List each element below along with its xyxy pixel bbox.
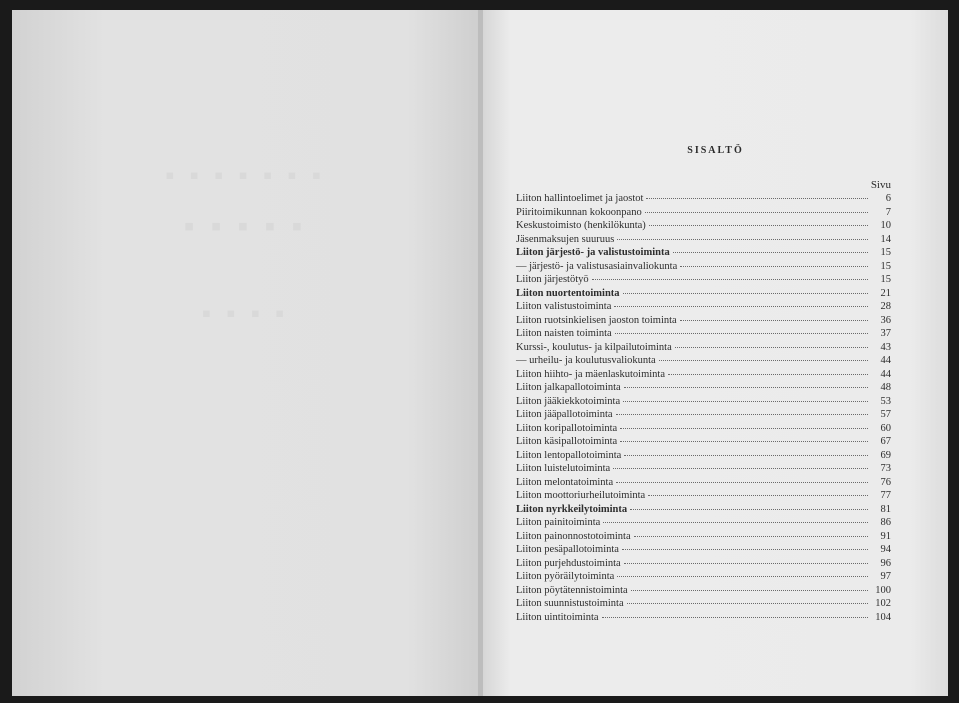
dot-leader	[675, 347, 868, 348]
toc-entry-title: Liiton nyrkkeilytoiminta	[516, 503, 628, 515]
toc-entry	[516, 477, 891, 491]
toc-entry-title: — järjestö- ja valistusasiainvaliokunta	[516, 260, 678, 272]
toc-entry-title: Liiton lentopallotoiminta	[516, 449, 622, 461]
toc-entry-page: 10	[880, 220, 891, 231]
dot-leader	[659, 360, 868, 361]
dot-leader	[624, 563, 868, 564]
toc-entry-title: Liiton järjestö- ja valistustoiminta	[516, 247, 670, 258]
toc-entry-title: Liiton hallintoelimet ja jaostot	[516, 193, 644, 204]
toc-entry-title: Liiton moottoriurheilutoiminta	[516, 490, 646, 501]
page-column-label: Sivu	[870, 179, 891, 191]
toc-entry-page: 21	[880, 287, 891, 299]
toc-entry-title: Liiton koripallotoiminta	[516, 422, 618, 434]
toc-entry	[516, 193, 891, 207]
dot-leader	[620, 441, 868, 442]
show-through-text: ▪ ▪ ▪ ▪	[201, 298, 289, 328]
toc-entry-page: 44	[880, 368, 891, 380]
toc-entry-page: 36	[880, 314, 891, 326]
dot-leader	[673, 252, 868, 253]
toc-entry	[516, 463, 891, 477]
dot-leader	[668, 374, 868, 375]
toc-entry	[516, 369, 891, 383]
dot-leader	[616, 482, 868, 483]
dot-leader	[630, 509, 868, 510]
toc-entry-title: Liiton luistelutoiminta	[516, 463, 611, 474]
toc-entry-page: 77	[880, 490, 891, 501]
toc-entry-page: 97	[880, 571, 891, 582]
toc-entry	[516, 450, 891, 464]
toc-entry-page: 44	[880, 355, 891, 366]
toc-entry-page: 73	[880, 463, 891, 474]
dot-leader	[648, 495, 868, 496]
toc-entry-title: Liiton jääkiekkotoiminta	[516, 395, 621, 407]
toc-entry-page: 94	[880, 544, 891, 555]
toc-entry-title: Liiton käsipallotoiminta	[516, 436, 618, 447]
toc-entry-title: Piiritoimikunnan kokoonpano	[516, 206, 642, 218]
dot-leader	[680, 266, 868, 267]
dot-leader	[645, 212, 868, 213]
toc-entry-title: Liiton naisten toiminta	[516, 328, 612, 339]
toc-entry-title: Keskustoimisto (henkilökunta)	[516, 220, 646, 231]
toc-entry-title: Liiton ruotsinkielisen jaoston toiminta	[516, 314, 677, 326]
dot-leader	[616, 414, 868, 415]
toc-entry	[516, 315, 891, 329]
toc-entry	[516, 585, 891, 599]
dot-leader	[646, 198, 868, 199]
dot-leader	[613, 468, 868, 469]
toc-entry-page: 81	[880, 503, 891, 515]
toc-entry-title: Jäsenmaksujen suuruus	[516, 233, 615, 245]
toc-entry-title: Kurssi-, koulutus- ja kilpailutoiminta	[516, 341, 672, 353]
toc-entry	[516, 288, 891, 302]
show-through-text: ▪ ▪ ▪ ▪ ▪ ▪ ▪	[165, 160, 325, 190]
toc-entry	[516, 504, 891, 518]
toc-entry-page: 6	[885, 193, 891, 204]
toc-entry-title: Liiton painonnostotoiminta	[516, 530, 631, 542]
toc-entry	[516, 261, 891, 275]
toc-entry-page: 96	[880, 557, 891, 569]
toc-entry-title: Liiton nuortentoiminta	[516, 287, 620, 299]
dot-leader	[617, 576, 868, 577]
toc-entry-page: 60	[880, 422, 891, 434]
toc-entry-page: 57	[880, 409, 891, 420]
table-of-contents	[516, 193, 891, 625]
toc-entry-title: Liiton suunnistustoiminta	[516, 598, 624, 609]
dot-leader	[620, 428, 868, 429]
toc-entry	[516, 328, 891, 342]
toc-entry	[516, 355, 891, 369]
toc-entry-page: 7	[885, 206, 891, 218]
toc-entry-title: Liiton jalkapallotoiminta	[516, 382, 621, 393]
toc-entry	[516, 234, 891, 248]
toc-entry	[516, 517, 891, 531]
toc-entry	[516, 220, 891, 234]
dot-leader	[631, 590, 868, 591]
right-page	[483, 10, 948, 696]
dot-leader	[624, 455, 868, 456]
toc-entry	[516, 382, 891, 396]
toc-entry-page: 48	[880, 382, 891, 393]
toc-entry-title: Liiton painitoiminta	[516, 517, 601, 528]
toc-entry	[516, 342, 891, 356]
toc-entry-page: 53	[880, 395, 891, 407]
toc-entry-title: Liiton jääpallotoiminta	[516, 409, 613, 420]
toc-entry	[516, 423, 891, 437]
toc-entry-page: 15	[880, 260, 891, 272]
toc-entry-page: 102	[875, 598, 891, 609]
toc-entry-page: 86	[880, 517, 891, 528]
dot-leader	[614, 306, 868, 307]
toc-entry-page: 14	[880, 233, 891, 245]
left-page	[12, 10, 478, 696]
toc-entry	[516, 531, 891, 545]
dot-leader	[623, 293, 868, 294]
toc-entry-page: 104	[875, 611, 891, 623]
toc-entry-title: Liiton purjehdustoiminta	[516, 557, 621, 569]
toc-entry	[516, 571, 891, 585]
toc-entry	[516, 274, 891, 288]
toc-title: SISALTÖ	[687, 145, 744, 156]
toc-entry-title: Liiton hiihto- ja mäenlaskutoiminta	[516, 368, 666, 380]
toc-entry	[516, 301, 891, 315]
toc-entry-page: 28	[880, 301, 891, 312]
toc-entry-page: 15	[880, 274, 891, 285]
toc-entry-page: 37	[880, 328, 891, 339]
dot-leader	[592, 279, 868, 280]
dot-leader	[603, 522, 868, 523]
toc-entry-page: 15	[880, 247, 891, 258]
toc-entry-title: Liiton pesäpallotoiminta	[516, 544, 619, 555]
dot-leader	[627, 603, 868, 604]
dot-leader	[649, 225, 868, 226]
toc-entry	[516, 436, 891, 450]
toc-entry-title: Liiton melontatoiminta	[516, 476, 614, 488]
toc-entry	[516, 396, 891, 410]
toc-entry-title: Liiton pöytätennistoiminta	[516, 584, 628, 596]
toc-entry	[516, 409, 891, 423]
toc-entry-page: 100	[875, 584, 891, 596]
toc-entry-page: 67	[880, 436, 891, 447]
toc-entry	[516, 247, 891, 261]
dot-leader	[602, 617, 868, 618]
show-through-text: ▪ ▪ ▪ ▪ ▪	[183, 210, 307, 243]
dot-leader	[623, 401, 868, 402]
toc-entry-title: Liiton järjestötyö	[516, 274, 589, 285]
toc-entry-title: Liiton valistustoiminta	[516, 301, 612, 312]
toc-entry	[516, 612, 891, 626]
toc-entry-title: Liiton uintitoiminta	[516, 611, 599, 623]
toc-entry-page: 91	[880, 530, 891, 542]
toc-entry-page: 43	[880, 341, 891, 353]
toc-entry	[516, 544, 891, 558]
toc-entry	[516, 207, 891, 221]
dot-leader	[617, 239, 868, 240]
toc-entry-page: 76	[880, 476, 891, 488]
toc-entry	[516, 558, 891, 572]
toc-entry	[516, 598, 891, 612]
dot-leader	[680, 320, 868, 321]
toc-entry-page: 69	[880, 449, 891, 461]
dot-leader	[622, 549, 868, 550]
dot-leader	[615, 333, 868, 334]
dot-leader	[634, 536, 868, 537]
toc-entry-title: Liiton pyöräilytoiminta	[516, 571, 615, 582]
toc-entry	[516, 490, 891, 504]
toc-entry-title: — urheilu- ja koulutusvaliokunta	[516, 355, 656, 366]
dot-leader	[624, 387, 868, 388]
